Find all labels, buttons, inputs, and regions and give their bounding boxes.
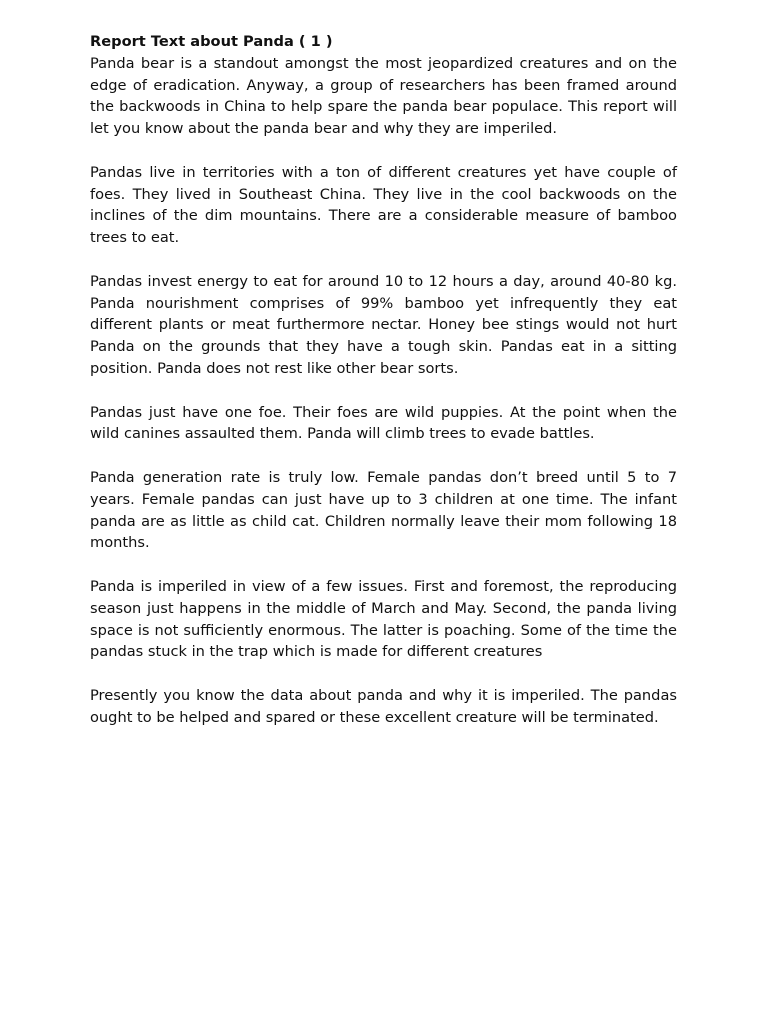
document-title: Report Text about Panda ( 1 ) [90, 33, 333, 50]
paragraph-threats: Panda is imperiled in view of a few issues. First and foremost, the reproducing season just happens in the middle of March and May. Second, the panda living space is not sufficiently enormous. The latter is poaching. Some of the time the pandas stuck in the trap which is made for different creatures [90, 577, 677, 661]
paragraph-intro: Panda bear is a standout amongst the most jeopardized creatures and on the edge of eradication. Anyway, a group of researchers has been framed around the backwoods in China to help spare the panda bear populace. This report will let you know about the panda bear and why they are imperiled. [90, 54, 677, 138]
paragraph-predators: Pandas just have one foe. Their foes are wild puppies. At the point when the wild canines assaulted them. Panda will climb trees to evade battles. [90, 403, 677, 443]
document-page [90, 31, 677, 750]
paragraph-conclusion: Presently you know the data about panda and why it is imperiled. The pandas ought to be helped and spared or these excellent creature will be terminated. [90, 686, 677, 726]
paragraph-reproduction: Panda generation rate is truly low. Female pandas don’t breed until 5 to 7 years. Female pandas can just have up to 3 children at one time. The infant panda are as little as child cat. Children normally leave their mom following 18 months. [90, 468, 677, 552]
paragraph-diet: Pandas invest energy to eat for around 10 to 12 hours a day, around 40-80 kg. Panda nourishment comprises of 99% bamboo yet infrequently they eat different plants or meat furthermore nectar. Honey bee stings would not hurt Panda on the grounds that they have a tough skin. Pandas eat in a sitting position. Panda does not rest like other bear sorts. [90, 272, 677, 377]
paragraph-habitat: Pandas live in territories with a ton of different creatures yet have couple of foes. They lived in Southeast China. They live in the cool backwoods on the inclines of the dim mountains. There are a considerable measure of bamboo trees to eat. [90, 163, 677, 247]
